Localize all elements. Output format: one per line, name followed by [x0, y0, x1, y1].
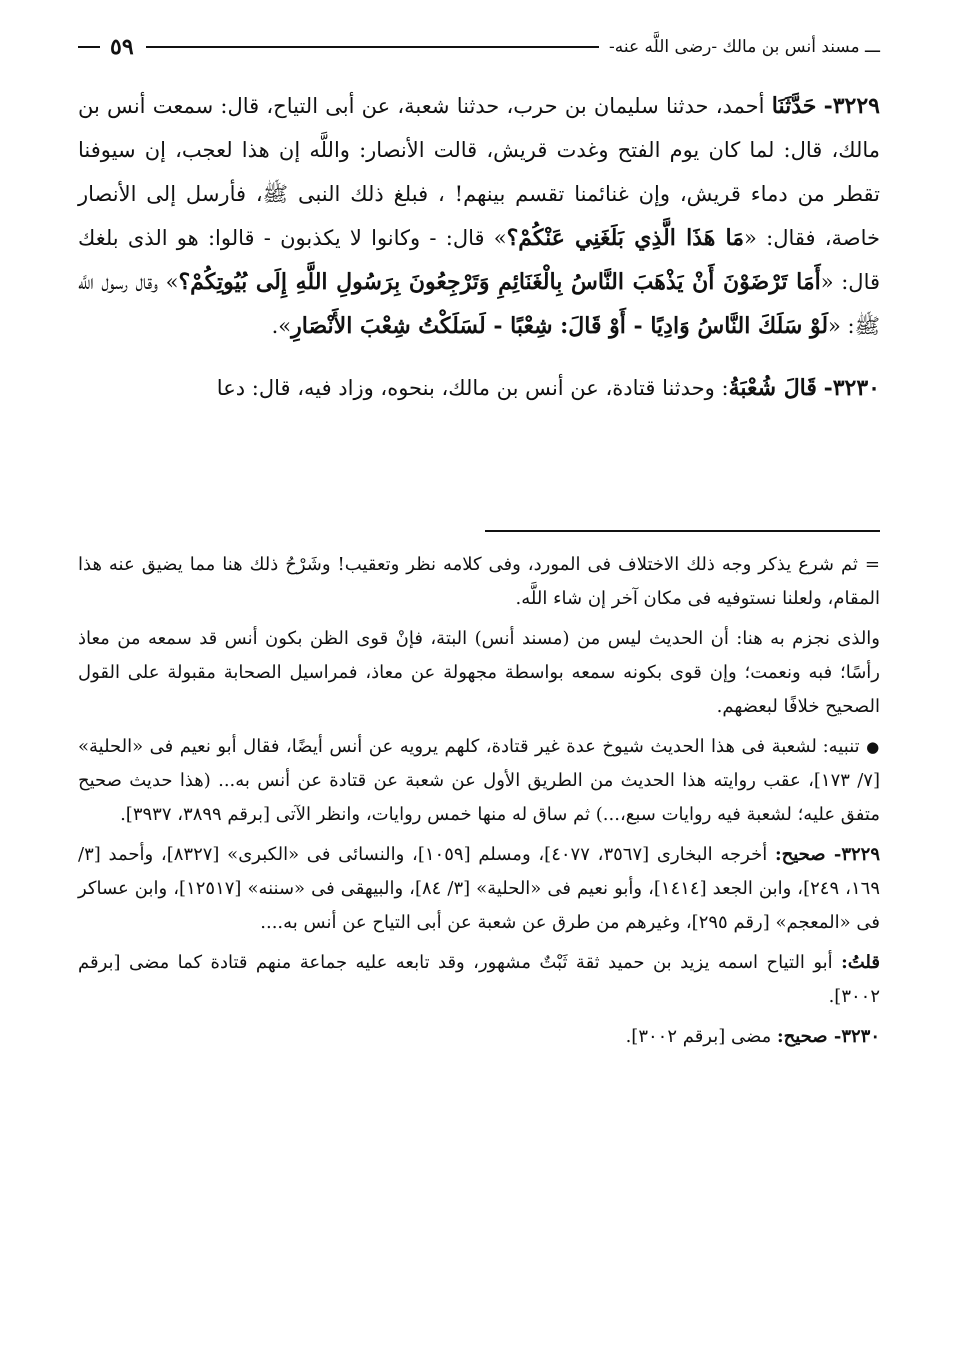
footnote-separator — [485, 530, 880, 532]
prophetic-quote: مَا هَذَا الَّذِي بَلَغَنِي عَنْكُمْ؟ — [506, 225, 745, 251]
hadith-3230 — [78, 366, 880, 410]
takhrij-3229 — [78, 838, 880, 940]
comment-text: أبو التياح اسمه يزيد بن حميد ثقة ثَبْتٌ مشهور، وقد تابعه عليه جماعة منهم قتادة كما مضى [برقم ٣٠٠٢]. — [78, 952, 880, 1007]
footnotes — [78, 548, 880, 1060]
takhrij-text: أخرجه البخارى [٣٥٦٧، ٤٠٧٧]، ومسلم [١٠٥٩]، والنسائى فى «الكبرى» [٨٣٢٧]، وأحمد [٣/ ١٦٩، ٢٤٩]، وابن الجعد [١٤١٤]، وأبو نعيم فى «الحلية» [٣/ ٨٤]، والبيهقى فى «سننه» [١٢٥١٧]، وابن عساكر فى «المعجم» [رقم ٢٩٥]، وغيرهم من طرق عن شعبة عن أبى التياح عن أنس به.... — [78, 844, 880, 933]
hadith-opening: حَدَّثَنَا — [771, 93, 817, 119]
footnote-paragraph: والذى نجزم به هنا: أن الحديث ليس من (مسند أنس) البتة، فإنْ قوى الظن بكون أنس قد سمعه من معاذ رأسًا؛ فبه ونعمت؛ وإن قوى بكونه سمعه بواسطة مجهولة عن معاذ، فمراسيل الصحابة مقبولة على القول الصحيح خلافًا لبعضهم. — [78, 628, 880, 717]
hadith-text: » قال: - وكانوا لا يكذبون - قالوا: هو الذى بلغك قال: « — [78, 226, 881, 294]
hadith-number: ٣٢٢٩- — [823, 93, 880, 119]
main-text — [78, 84, 880, 410]
notice-text: تنبيه: لشعبة فى هذا الحديث شيوخ عدة غير قتادة، كلهم يرويه عن أنس أيضًا، فقال أبو نعيم فى «الحلية» [٧/ ١٧٣]، عقب روايته هذا الحديث من الطريق الأول عن شعبة عن قتادة عن أنس به... (هذا حديث صحيح متفق عليه؛ لشعبة فيه روايات سبع،...) ثم ساق له منها خمس روايات، وانظر الآتى [برقم ٣٨٩٩، ٣٩٣٧]. — [78, 736, 880, 825]
bullet-icon: ● — [866, 738, 880, 756]
footnote-notice — [78, 730, 880, 832]
footnote-continuation: = ثم شرع يذكر وجه ذلك الاختلاف فى المورد، وفى كلامه نظر وتعقيب! وشَرْحُ ذلك هنا مما يضيق عنه هذا المقام، ولعلنا نستوفيه فى مكان آخر إن شاء اللَّه. — [78, 554, 880, 609]
takhrij-label: ٣٢٢٩- صحيح: — [774, 844, 880, 865]
hadith-3229 — [78, 84, 880, 348]
comment-label: قلتُ: — [841, 952, 880, 973]
hadith-text: » وقال رسول اللَّه ﷺ: « — [78, 270, 880, 338]
page-number: ٥٩ — [110, 34, 134, 60]
header-rule — [146, 46, 599, 48]
prophetic-quote: أَمَا تَرْضَوْنَ أَنْ يَذْهَبَ النَّاسُ بِالْغَنَائِمِ وَتَرْجِعُونَ بِرَسُولِ اللَّهِ إِلَى بُيُوتِكُمْ؟ — [178, 269, 821, 295]
running-header — [78, 30, 880, 64]
hadith-text: ». — [271, 314, 292, 338]
hadith-number: ٣٢٣٠- — [823, 375, 880, 401]
prophetic-quote: لَوْ سَلَكَ النَّاسُ وَادِيًا - أَوْ قَالَ: شِعْبًا - لَسَلَكْتُ شِعْبَ الأَنْصَارِ — [291, 313, 829, 339]
hadith-opening: قَالَ شُعْبَةُ — [728, 375, 817, 401]
comment-paragraph — [78, 946, 880, 1014]
takhrij-3230 — [78, 1020, 880, 1054]
header-rule-tail — [78, 46, 100, 48]
header-title: ـــ مسند أنس بن مالك -رضى اللَّه عنه- — [608, 37, 880, 57]
hadith-text: : وحدثنا قتادة، عن أنس بن مالك، بنحوه، وزاد فيه، قال: دعا — [216, 376, 729, 400]
takhrij-label: ٣٢٣٠- صحيح: — [776, 1026, 880, 1047]
hadith-text: أحمد، حدثنا سليمان بن حرب، حدثنا شعبة، عن أبى التياح، قال: سمعت أنس بن مالك، قال: لما كان يوم الفتح وغدت قريش، قالت الأنصار: واللَّه إن هذا لعجب، إن سيوفنا تقطر من دماء قريش، وإن غنائمنا تقسم بينهم! ، فبلغ ذلك النبى ﷺ، فأرسل إلى الأنصار خاصة، فقال: « — [78, 94, 881, 250]
paragraph-gap — [78, 348, 880, 366]
takhrij-text: مضى [برقم ٣٠٠٢]. — [625, 1026, 772, 1047]
